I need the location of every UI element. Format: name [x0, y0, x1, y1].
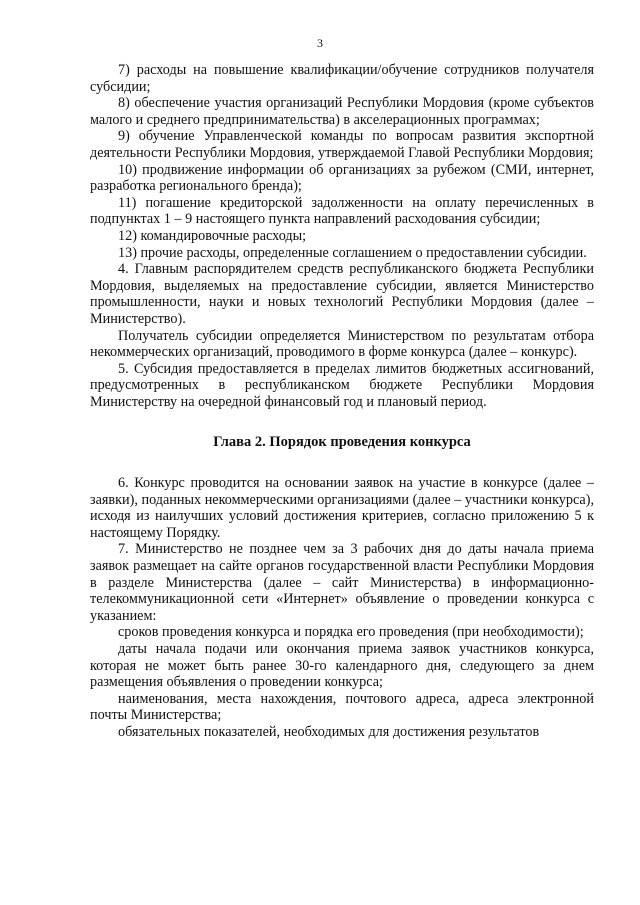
paragraph-item-8: 8) обеспечение участия организаций Республики Мордовия (кроме субъектов малого и среднего предпринимательства) в акселерационных программах; [90, 95, 594, 128]
paragraph-clause-5: 5. Субсидия предоставляется в пределах лимитов бюджетных ассигнований, предусмотренных в республиканском бюджете Республики Мордовия Министерству на очередной финансовый год и плановый период. [90, 360, 594, 410]
paragraph-item-10: 10) продвижение информации об организациях за рубежом (СМИ, интернет, разработка регионального бренда); [90, 161, 594, 195]
page-number: 3 [317, 36, 323, 50]
paragraph-item-13: 13) прочие расходы, определенные соглашением о предоставлении субсидии. [118, 244, 587, 261]
paragraph-dates: даты начала подачи или окончания приема заявок участников конкурса, которая не может быть ранее 30-го календарного дня, следующего за днем размещения объявления о проведении конкурса; [90, 641, 594, 691]
paragraph-item-11: 11) погашение кредиторской задолженности на оплату перечисленных в подпунктах 1 – 9 настоящего пункта направлений расходования субсидии; [90, 194, 594, 228]
document-body [90, 62, 594, 741]
chapter-title: Глава 2. Порядок проведения конкурса [213, 434, 471, 451]
paragraph-indicators: обязательных показателей, необходимых для достижения результатов [118, 723, 540, 740]
paragraph-item-7: 7) расходы на повышение квалификации/обучение сотрудников получателя субсидии; [90, 62, 594, 95]
paragraph-clause-4: 4. Главным распорядителем средств республиканского бюджета Республики Мордовия, выделяемых на предоставление субсидии, является Министерство промышленности, науки и новых технологий Республики Мордовия (далее – Министерство). [90, 261, 594, 327]
paragraph-deadlines: сроков проведения конкурса и порядка его проведения (при необходимости); [118, 624, 584, 641]
paragraph-item-9: 9) обучение Управленческой команды по вопросам развития экспортной деятельности Республики Мордовия, утверждаемой Главой Республики Мордовия; [90, 128, 594, 161]
paragraph-contacts: наименования, места нахождения, почтового адреса, адреса электронной почты Министерства; [90, 690, 594, 724]
paragraph-clause-7: 7. Министерство не позднее чем за 3 рабочих дня до даты начала приема заявок размещает на сайте органов государственной власти Республики Мордовия в разделе Министерства (далее – сайт Министерства) в информационно-телекоммуникационной сети «Интернет» объявление о проведении конкурса с указанием: [90, 541, 594, 624]
paragraph-clause-6: 6. Конкурс проводится на основании заявок на участие в конкурсе (далее – заявки), поданных некоммерческими организациями (далее – участники конкурса), исходя из наилучших условий достижения критериев, согласно приложению 5 к настоящему Порядку. [90, 475, 594, 541]
paragraph-recipient: Получатель субсидии определяется Министерством по результатам отбора некоммерческих организаций, проводимого в форме конкурса (далее – конкурс). [90, 327, 594, 361]
paragraph-item-12: 12) командировочные расходы; [118, 227, 307, 244]
